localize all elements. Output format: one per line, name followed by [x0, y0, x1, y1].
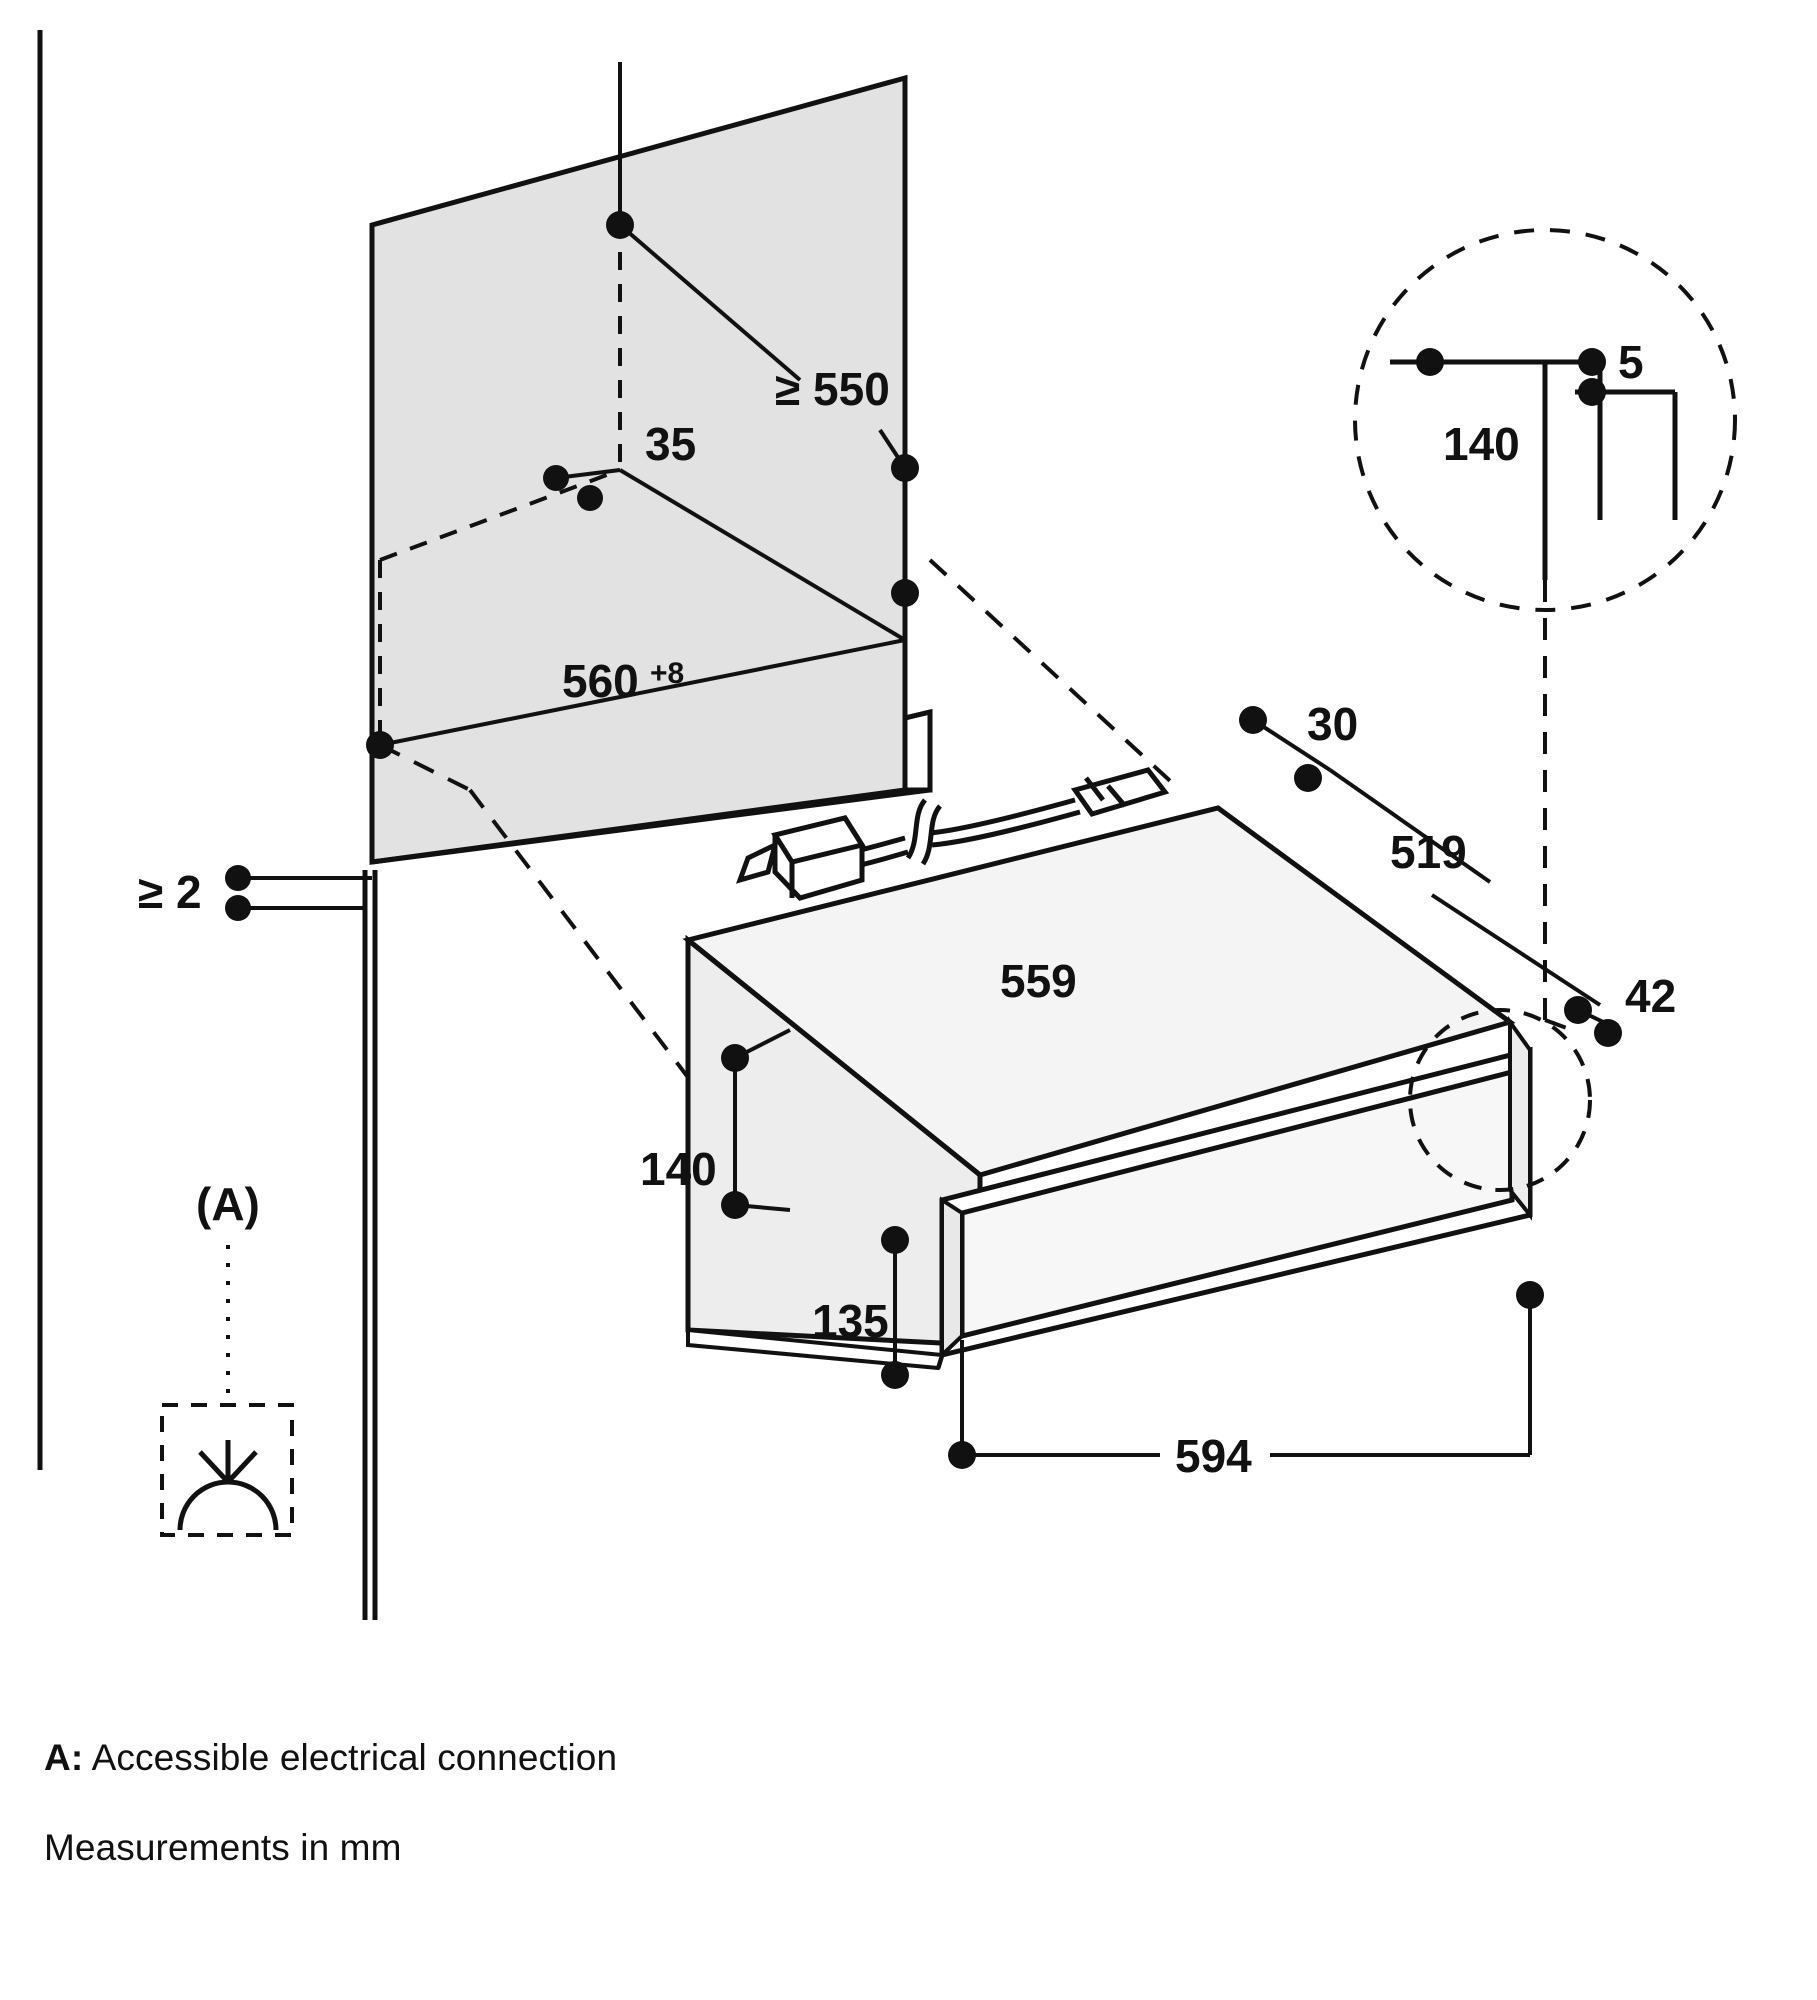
- label-body-height-140: 140: [640, 1143, 717, 1195]
- label-top-offset-30: 30: [1307, 698, 1359, 750]
- label-wall-gap: ≥ 2: [138, 866, 202, 918]
- label-body-width-559: 559: [1000, 955, 1077, 1007]
- label-detail-140: 140: [1443, 418, 1520, 470]
- label-niche-height-135: 135: [812, 1295, 889, 1347]
- detail-leader-line: [1545, 580, 1572, 1030]
- label-depth-519: 519: [1390, 826, 1467, 878]
- label-niche-width: 560: [562, 655, 639, 707]
- wall-vertical-lines: [40, 30, 375, 1620]
- detail-callout-circle: [1355, 230, 1735, 610]
- label-niche-depth: ≥ 550: [775, 363, 890, 415]
- dim-42: [1564, 996, 1622, 1047]
- label-niche-width-tolerance: +8: [650, 657, 685, 690]
- legend-marker-text: Accessible electrical connection: [91, 1737, 618, 1778]
- label-callout-a: (A): [196, 1178, 260, 1230]
- label-front-width-594: 594: [1175, 1430, 1252, 1482]
- legend-marker: A:: [44, 1737, 84, 1778]
- label-front-overlap: 35: [645, 418, 697, 470]
- legend-units: Measurements in mm: [44, 1827, 402, 1868]
- electrical-socket-symbol: [162, 1245, 292, 1535]
- wall-gap-dim: [225, 865, 372, 921]
- niche-panel: [372, 78, 930, 862]
- label-detail-5: 5: [1618, 336, 1644, 388]
- label-front-gap-42: 42: [1625, 970, 1677, 1022]
